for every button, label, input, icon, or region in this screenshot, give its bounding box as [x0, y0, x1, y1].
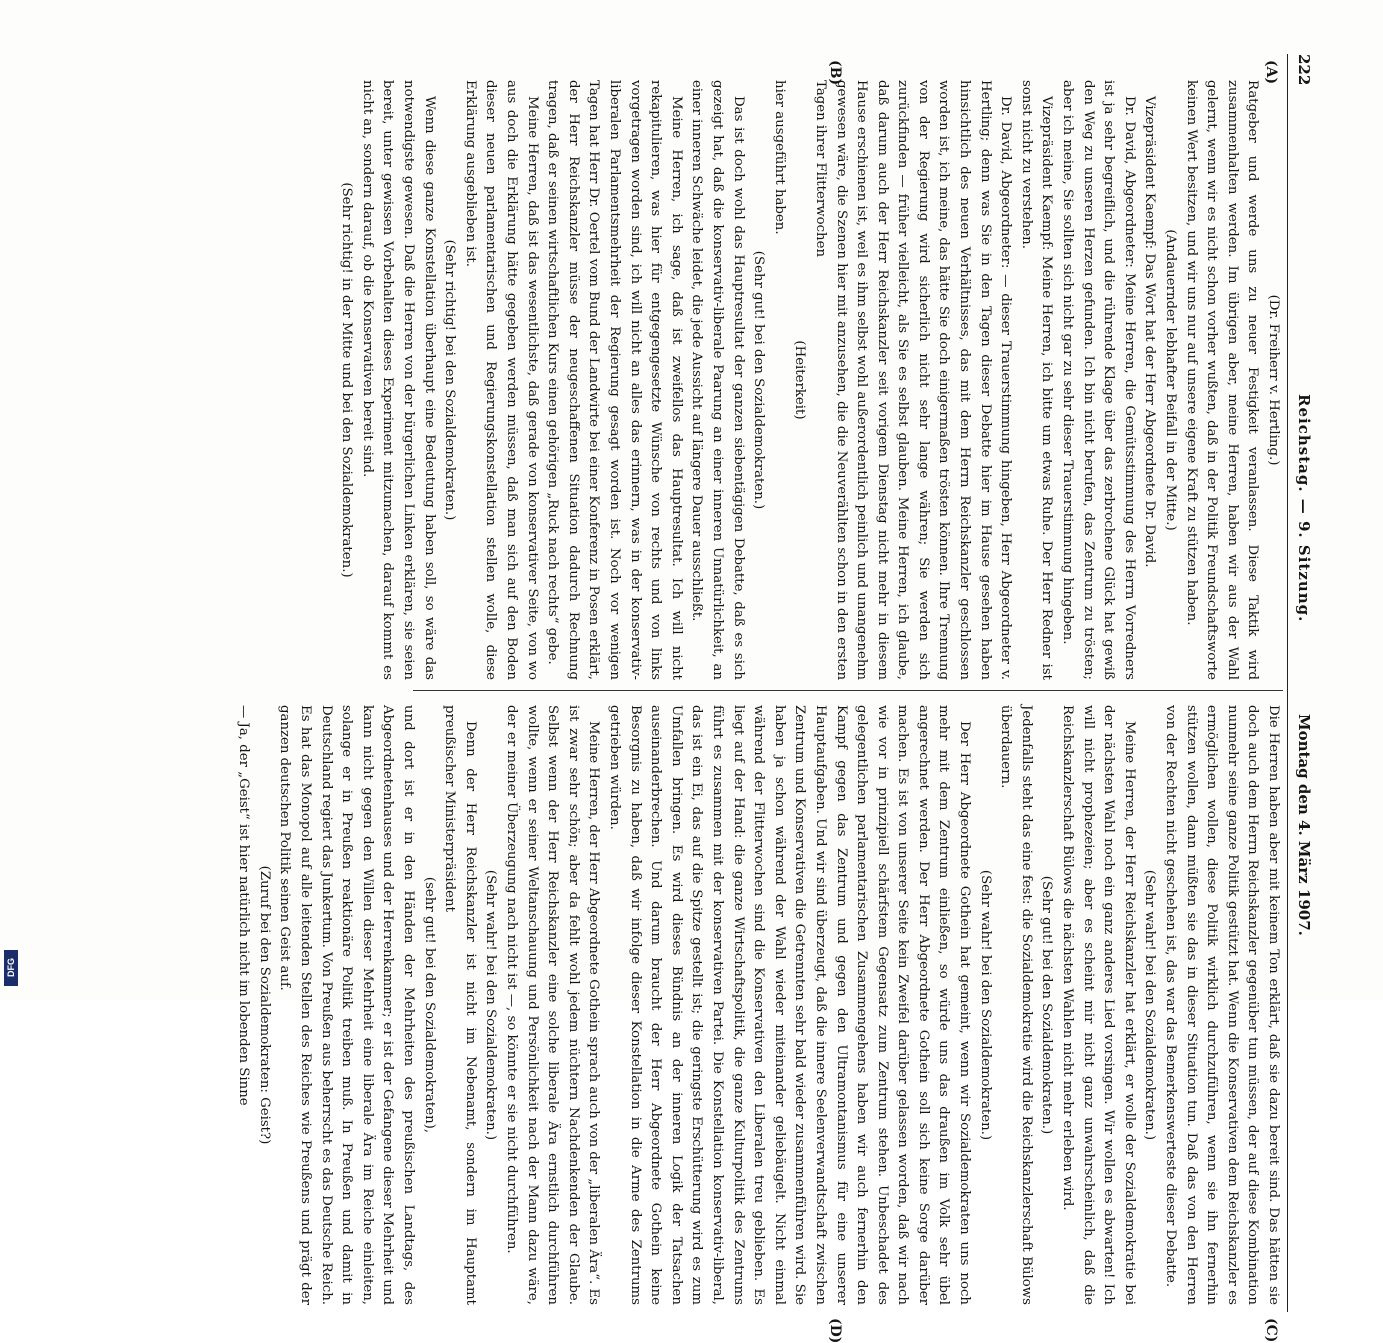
digitization-sidebar — [0, 0, 22, 1000]
paragraph: Dr. David, Abgeordneter: Meine Herren, die Gemütsstimmung des Herrn Vorredners ist ja sehr begreiflich, und die rührende Klage über das zerbrochene Glück hat gewiß den Weg zu unseren Herzen gefunden. Ich bin nicht berufen, das Zentrum zu trösten; aber ich meine, Sie sollten sich nicht gar zu sehr dieser Trauerstimmung hingeben. — [1060, 80, 1137, 680]
column-divider — [413, 690, 1283, 691]
interjection: (Heiterkeit) — [792, 340, 808, 420]
paragraph: hier ausgeführt haben. — [771, 80, 787, 235]
right-column — [236, 705, 1283, 1306]
interjection: (Sehr gut! bei den Sozialdemokraten.) — [1039, 875, 1055, 1135]
dfg-logo: DFG — [4, 950, 18, 986]
paragraph: Meine Herren, der Herr Abgeordnete Gothein sprach auch von der „liberalen Ära“. Es ist zwar sehr schön; aber da fehlt wohl jedem nüchtern Nachdenkenden der Glaube. Selbst wenn der Herr Reichskanzler eine solche liberale Ära ernstlich durchführen wollte, wenn er seiner Weltanschauung und Persönlichkeit nach der Mann dazu wäre, der er meiner Überzeugung nach nicht ist —, so könnte er sie nicht durchführen. — [504, 705, 602, 1306]
interjection: (Sehr richtig! in der Mitte und bei den Sozialdemokraten.) — [339, 182, 355, 578]
speaker-continuation: (Dr. Freiherr v. Hertling.) — [1266, 294, 1281, 466]
header-rule — [1287, 54, 1288, 1312]
margin-marker-c: (C) — [1263, 1318, 1279, 1343]
margin-marker-d: (D) — [827, 1318, 843, 1343]
margin-marker-b: (B) — [827, 60, 843, 86]
left-column — [339, 80, 1283, 681]
paragraph: Ratgeber und werde uns zu neuer Festigkeit veranlassen. Diese Taktik wird zusammenhalten werden. Im übrigen aber, meine Herren, haben wir aus der Wahl gelernt, wenn wir es nicht schon vorher wußten, daß in der Politik Freundschaftsworte keinen Wert besitzen, und wir uns nur auf unsere eigene Kraft zu stützen haben. — [1183, 80, 1261, 680]
paragraph: Vizepräsident Kaempf: Das Wort hat der Herr Abgeordnete Dr. David. — [1142, 96, 1158, 568]
interjection: (Sehr wahr! bei den Sozialdemokraten.) — [1142, 869, 1158, 1141]
interjection: (Sehr wahr! bei den Sozialdemokraten.) — [977, 869, 993, 1141]
paragraph: Denn der Herr Reichskanzler ist nicht im Nebenamt, sondern im Hauptamt preußischer Ministerpräsident — [442, 705, 478, 1305]
paragraph: Der Herr Abgeordnete Gothein hat gemeint, wenn wir Sozialdemokraten uns noch mehr mit dem Zentrum einließen, so würde uns das draußen im Volk sehr übel angerechnet werden. Der Herr Abgeordnete Gothein soll sich keine Sorge darüber machen. Es ist von unserer Seite kein Zweifel darüber gelassen worden, daß wir nach wie vor in prinzipiell schärfstem Gegensatz zum Zentrum stehen. Unbeschadet des gelegentlichen parlamentarischen Zusammengehens haben wir auch fernerhin den Kampf gegen das Zentrum und gegen den Ultramontanismus für eine unserer Hauptaufgaben. Und wir sind überzeugt, daß die innere Seelenverwandtschaft zwischen Zentrum und Konservativen die Getrennten sehr bald wieder zusammenführen wird. Sie haben ja schon während der Wahl wieder miteinander geliebäugelt. Nicht einmal während der Flitterwochen sind die Konservativen den Liberalen treu geblieben. Es liegt auf der Hand: die ganze Wirtschaftspolitik, die ganze Kulturpolitik des Zentrums führt es zusammen mit der konservativen Partei. Die Konstellation konservativ-liberal, das ist ein Ei, das auf die Spitze gestellt ist; die geringste Erschütterung wird es zum Umfallen bringen. Es wird dieses Bündnis an der inneren Logik der Tatsachen auseinanderbrechen. Und darum braucht der Herr Abgeordnete Gothein keine Besorgnis zu haben, daß wir infolge dieser Konstellation in die Arme des Zentrums getrieben würden. — [607, 705, 973, 1305]
paragraph: Jedenfalls steht das eine fest: die Sozialdemokratie wird die Reichskanzlerschaft Bülows überdauern. — [998, 705, 1034, 1305]
paragraph: und dort ist er in den Händen der Mehrheiten des preußischen Landtags, des Abgeordnetenhauses und der Herrenkammer; er ist der Gefangene dieser Mehrheit und kann nicht gegen den Willen dieser Mehrheit eine liberale Ära im Reiche einleiten, solange er in Preußen reaktionäre Politik treiben muß. In Preußen und damit in Deutschland regiert das Junkertum. Von Preußen aus beherrscht es das Deutsche Reich. Es hat das Monopol auf alle leitenden Stellen des Reiches wie Preußens und prägt der ganzen deutschen Politik seinen Geist auf. — [277, 705, 417, 1305]
interjection: (Sehr gut! bei den Sozialdemokraten.) — [751, 250, 767, 510]
interjection: (Sehr wahr! bei den Sozialdemokraten.) — [483, 869, 499, 1141]
interjection: (Andauernder lebhafter Beifall in der Mitte.) — [1163, 229, 1179, 531]
paragraph: Meine Herren, der Herr Reichskanzler hat erklärt, er wolle der Sozialdemokratie bei der nächsten Wahl noch ein ganz anderes Lied vorsingen. Wir wollen es abwarten! Ich will nicht prophezeien; aber es scheint mir nicht ganz unwahrscheinlich, daß die Reichskanzlerschaft Bülows die nächsten Wahlen nicht mehr erleben wird. — [1060, 705, 1137, 1305]
paragraph: Vizepräsident Kaempf: Meine Herren, ich bitte um etwas Ruhe. Der Herr Redner ist sonst nicht zu verstehen. — [1018, 80, 1055, 680]
page-number: 222 — [1295, 54, 1313, 86]
margin-marker-a: (A) — [1263, 60, 1279, 85]
interjection: (sehr gut! bei den Sozialdemokraten), — [421, 876, 437, 1134]
paragraph: Wenn diese ganze Konstellation überhaupt eine Bedeutung haben soll, so wäre das notwendigste gewesen. Daß die Herren von der bürgerlichen Linken erklären, sie seien bereit, unter gewissen Vorbehalten dieses Experiment mitzumachen, darauf kommt es nicht an, sondern darauf, ob die Konservativen bereit sind. — [359, 80, 437, 680]
interjection: (Zuruf bei den Sozialdemokraten: Geist?) — [256, 865, 272, 1145]
paragraph: Meine Herren, daß ist das wesentlichste, daß gerade von konservativer Seite, von wo aus doch die Erklärung hätte gegeben werden müssen, daß man sich auf den Boden dieser neuen parlamentarischen und Regierungskonstellation stellen wolle, diese Erklärung ausgeblieben ist. — [462, 80, 540, 680]
paragraph: Dr. David, Abgeordneter: — dieser Trauerstimmung hingeben, Herr Abgeordneter v. Hertling; denn was Sie in den Tagen dieser Debatte hier im Hause gesehen haben hinsichtlich des neuen Verhältnisses, das mit dem Herrn Reichskanzler geschlossen worden ist, ich meine, das hätte Sie doch einigermaßen trösten können. Ihre Trennung von der Regierung wird sicherlich nicht sehr lange währen; Sie werden sich zurückfinden — früher vielleicht, als Sie es selbst glauben. Meine Herren, ich glaube, daß darum auch der Herr Reichskanzler seit vorigem Dienstag nicht mehr in diesem Hause erschienen ist, weil es ihm selbst wohl außerordentlich peinlich und unangenehm gewesen wäre, die Szenen hier mit anzusehen, die die Neuverählten schon in den ersten Tagen ihrer Flitterwochen — [812, 80, 1014, 681]
header-date: Montag den 4. März 1907. — [1295, 714, 1313, 936]
paragraph: Meine Herren, ich sage, daß ist zweifellos das Hauptresultat. Ich will nicht rekapitulieren, was hier für entgegengesetzte Wünsche von rechts und von links vorgetragen worden sind, ich will nicht an alles das erinnern, was in der konservativ-liberalen Parlamentsmehrheit der Regierung gesagt worden ist. Noch vor wenigen Tagen hat Herr Dr. Oertel vom Bund der Landwirte bei einer Konferenz in Posen erklärt, der Herr Reichskanzler müsse der neugeschaffenen Situation dadurch Rechnung tragen, daß er seinen wirtschaftlichen Kurs einen gehörigen „Ruck nach rechts“ gebe. — [545, 80, 684, 680]
paragraph: Das ist doch wohl das Hauptresultat der ganzen siebentägigen Debatte, daß es sich gezeigt hat, daß die konservativ-liberale Paarung an einer inneren Unnatürlichkeit, an einer inneren Schwäche leidet, die jede Aussicht auf längere Dauer ausschließt. — [689, 80, 746, 680]
paragraph: — Ja, der „Geist“ ist hier natürlich nicht im lobenden Sinne — [236, 705, 252, 1106]
interjection: (Sehr richtig! bei den Sozialdemokraten.) — [442, 239, 458, 521]
paragraph: Die Herren haben aber mit keinem Ton erklärt, daß sie dazu bereit sind. Das hätten sie doch auch dem Herrn Reichskanzler gegenüber tun müssen, der auf diese Kombination nunmehr seine ganze Politik gestützt hat. Wenn die Konservativen dem Reichskanzler es ermöglichen wollen, diese Politik wirklich durchzuführen, wenn sie ihn fernerhin stützen wollen, dann müßten sie das in dieser Situation tun. Daß das von den Herren von der Rechten nicht geschehen ist, das war das Bemerkenswerteste dieser Debatte. — [1163, 705, 1281, 1305]
header-title: Reichstag. — 9. Sitzung. — [1295, 394, 1313, 623]
page-header — [1287, 54, 1313, 1312]
